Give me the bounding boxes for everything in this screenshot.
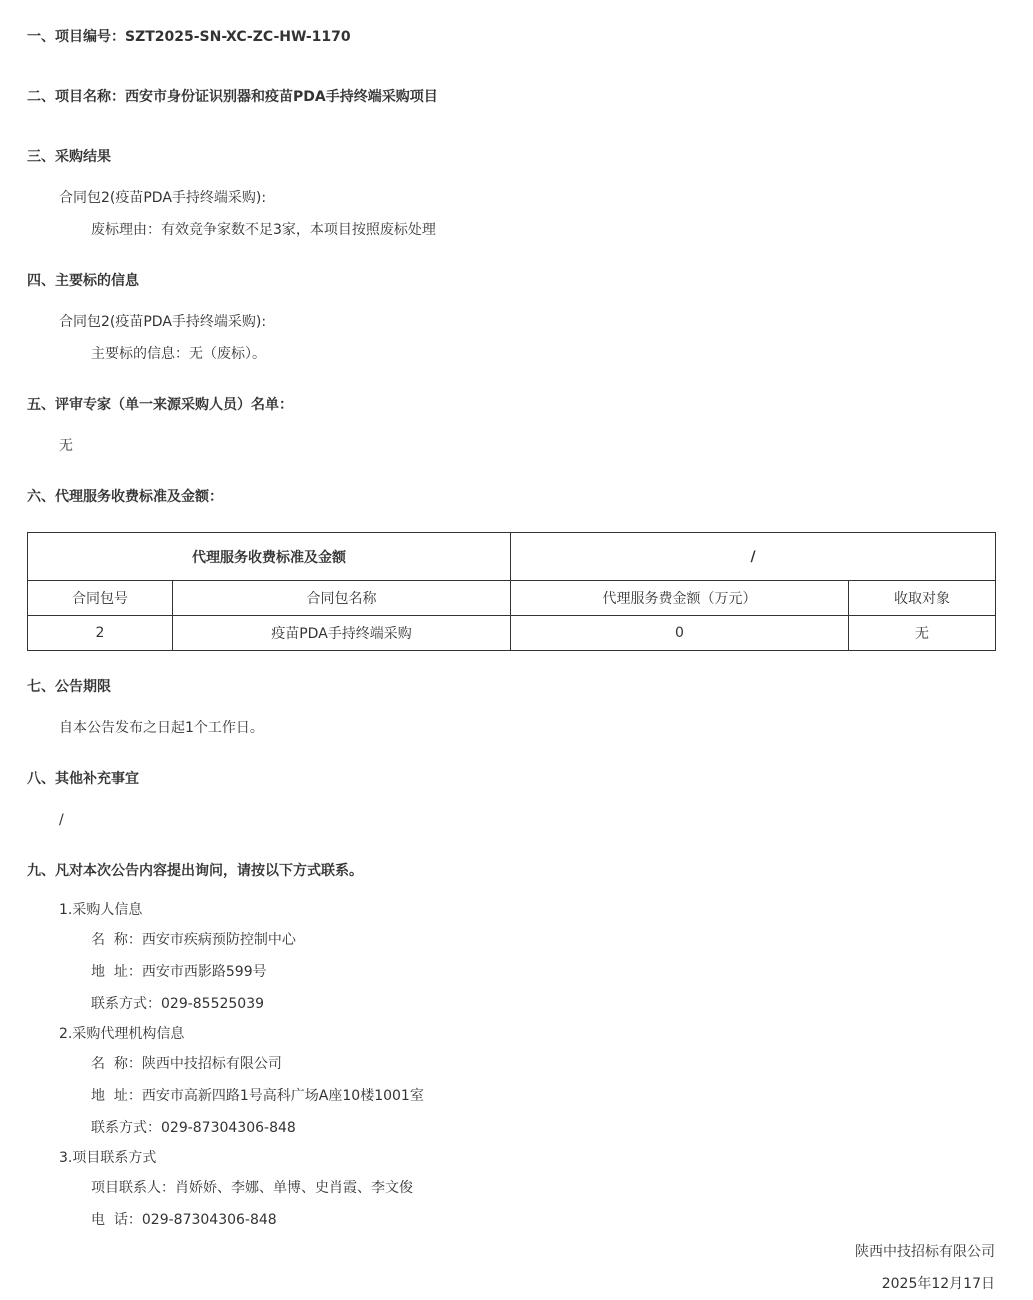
purchaser-address: 地 址：西安市西影路599号 <box>91 964 267 980</box>
table-header: 代理服务费金额（万元） <box>511 581 849 616</box>
project-contact-people: 项目联系人：肖娇娇、李娜、单博、史肖霞、李文俊 <box>91 1180 413 1196</box>
purchaser-name: 名 称：西安市疾病预防控制中心 <box>91 932 296 948</box>
subject-info: 主要标的信息：无（废标）。 <box>91 346 266 362</box>
table-title-value: / <box>511 533 996 581</box>
purchaser-heading: 1.采购人信息 <box>59 902 143 918</box>
purchaser-phone: 联系方式：029-85525039 <box>91 996 265 1012</box>
agency-phone: 联系方式：029-87304306-848 <box>91 1120 296 1136</box>
project-contact-heading: 3.项目联系方式 <box>59 1150 157 1166</box>
table-header: 合同包号 <box>28 581 173 616</box>
footer-date: 2025年12月17日 <box>881 1276 995 1292</box>
section-project-name: 二、项目名称：西安市身份证识别器和疫苗PDA手持终端采购项目 <box>27 89 438 105</box>
table-cell: 0 <box>511 616 849 651</box>
section-experts: 五、评审专家（单一来源采购人员）名单： <box>27 397 293 413</box>
result-package-label: 合同包2(疫苗PDA手持终端采购): <box>59 190 267 206</box>
section-procurement-result: 三、采购结果 <box>27 149 111 165</box>
agency-name: 名 称：陕西中技招标有限公司 <box>91 1056 282 1072</box>
table-title-row <box>28 533 996 581</box>
experts-value: 无 <box>59 438 73 454</box>
section-contact: 九、凡对本次公告内容提出询问，请按以下方式联系。 <box>27 863 363 879</box>
agency-address: 地 址：西安市高新四路1号高科广场A座10楼1001室 <box>91 1088 424 1104</box>
table-row <box>28 616 996 651</box>
result-reason: 废标理由：有效竞争家数不足3家，本项目按照废标处理 <box>91 222 436 238</box>
footer-company: 陕西中技招标有限公司 <box>855 1244 995 1260</box>
table-header: 收取对象 <box>849 581 996 616</box>
section-main-subject: 四、主要标的信息 <box>27 273 139 289</box>
subject-package-label: 合同包2(疫苗PDA手持终端采购): <box>59 314 267 330</box>
table-header-row <box>28 581 996 616</box>
section-notice-period: 七、公告期限 <box>27 679 111 695</box>
table-header: 合同包名称 <box>173 581 511 616</box>
table-cell: 2 <box>28 616 173 651</box>
table-cell: 无 <box>849 616 996 651</box>
section-agency-fee: 六、代理服务收费标准及金额： <box>27 489 223 505</box>
project-contact-phone: 电 话：029-87304306-848 <box>91 1212 277 1228</box>
agency-heading: 2.采购代理机构信息 <box>59 1026 185 1042</box>
section-project-number: 一、项目编号：SZT2025-SN-XC-ZC-HW-1170 <box>27 29 351 45</box>
notice-period-value: 自本公告发布之日起1个工作日。 <box>59 720 264 736</box>
table-cell: 疫苗PDA手持终端采购 <box>173 616 511 651</box>
section-other-matters: 八、其他补充事宜 <box>27 771 139 787</box>
agency-fee-table <box>27 532 996 651</box>
table-title: 代理服务收费标准及金额 <box>28 533 511 581</box>
other-matters-value: / <box>59 812 64 828</box>
